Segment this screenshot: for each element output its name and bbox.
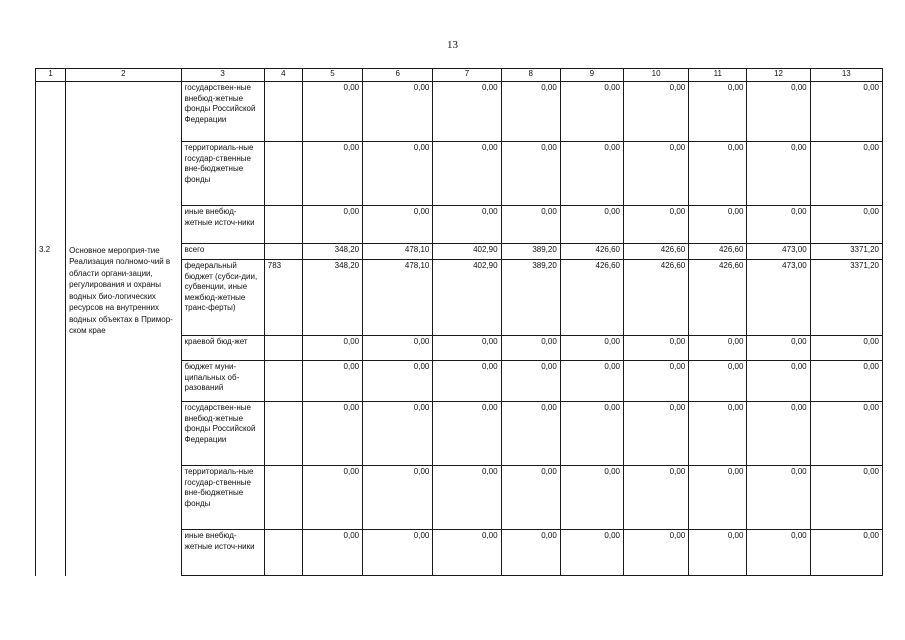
- amount-cell: 0,00: [689, 82, 747, 142]
- column-number-8: 8: [501, 69, 560, 82]
- amount-cell: 0,00: [560, 336, 623, 361]
- amount-cell: 0,00: [689, 336, 747, 361]
- amount-cell: 0,00: [560, 402, 623, 466]
- amount-cell: 0,00: [560, 142, 623, 206]
- amount-cell: 0,00: [363, 142, 433, 206]
- page-number: 13: [447, 39, 458, 51]
- empty-cell: [66, 82, 181, 244]
- amount-cell: 426,60: [624, 260, 689, 336]
- column-number-2: 2: [66, 69, 181, 82]
- amount-cell: 473,00: [747, 244, 810, 260]
- amount-cell: 426,60: [689, 244, 747, 260]
- amount-cell: 426,60: [560, 244, 623, 260]
- empty-cell: [36, 82, 66, 244]
- funding-source: всего: [181, 244, 264, 260]
- amount-cell: 0,00: [689, 142, 747, 206]
- column-number-1: 1: [36, 69, 66, 82]
- funding-source: иные внебюд-жетные источ-ники: [181, 530, 264, 576]
- amount-cell: 0,00: [501, 402, 560, 466]
- amount-cell: 426,60: [624, 244, 689, 260]
- amount-cell: 0,00: [302, 402, 362, 466]
- amount-cell: 402,90: [433, 260, 501, 336]
- amount-cell: 0,00: [560, 530, 623, 576]
- amount-cell: 348,20: [302, 260, 362, 336]
- amount-cell: 0,00: [363, 402, 433, 466]
- amount-cell: 0,00: [501, 336, 560, 361]
- column-number-13: 13: [810, 69, 882, 82]
- amount-cell: 0,00: [302, 206, 362, 244]
- amount-cell: 3371,20: [810, 244, 882, 260]
- amount-cell: 0,00: [689, 206, 747, 244]
- amount-cell: 0,00: [302, 530, 362, 576]
- funding-source: федеральный бюджет (субси-дии, субвенции, иные межбюд-жетные транс-ферты): [181, 260, 264, 336]
- amount-cell: 0,00: [747, 466, 810, 530]
- column-number-3: 3: [181, 69, 264, 82]
- amount-cell: 0,00: [501, 206, 560, 244]
- column-number-12: 12: [747, 69, 810, 82]
- amount-cell: 0,00: [433, 361, 501, 402]
- amount-cell: 0,00: [302, 82, 362, 142]
- amount-cell: 0,00: [624, 361, 689, 402]
- amount-cell: 0,00: [363, 361, 433, 402]
- amount-cell: 0,00: [363, 530, 433, 576]
- budget-table: [35, 68, 883, 576]
- budget-code: [264, 402, 302, 466]
- budget-code: [264, 142, 302, 206]
- amount-cell: 0,00: [433, 336, 501, 361]
- amount-cell: 0,00: [689, 466, 747, 530]
- budget-code: [264, 466, 302, 530]
- budget-code: [264, 244, 302, 260]
- amount-cell: 426,60: [560, 260, 623, 336]
- amount-cell: 0,00: [689, 361, 747, 402]
- amount-cell: 478,10: [363, 260, 433, 336]
- amount-cell: 0,00: [689, 530, 747, 576]
- funding-source: бюджет муни-ципальных об-разований: [181, 361, 264, 402]
- amount-cell: 0,00: [624, 82, 689, 142]
- amount-cell: 0,00: [433, 466, 501, 530]
- amount-cell: 0,00: [433, 82, 501, 142]
- amount-cell: 0,00: [689, 402, 747, 466]
- funding-source: краевой бюд-жет: [181, 336, 264, 361]
- funding-source: иные внебюд-жетные источ-ники: [181, 206, 264, 244]
- budget-code: [264, 530, 302, 576]
- amount-cell: 0,00: [363, 336, 433, 361]
- amount-cell: 0,00: [560, 361, 623, 402]
- amount-cell: 0,00: [501, 361, 560, 402]
- section-title: Основное мероприя-тие Реализация полномо-чий в области органи-зации, регулирования и охраны водных био-логических ресурсов на внутренних водных объектах в Примор-ском крае: [66, 244, 181, 576]
- amount-cell: 0,00: [560, 206, 623, 244]
- amount-cell: 389,20: [501, 244, 560, 260]
- amount-cell: 3371,20: [810, 260, 882, 336]
- amount-cell: 0,00: [810, 142, 882, 206]
- amount-cell: 0,00: [624, 142, 689, 206]
- amount-cell: 0,00: [810, 466, 882, 530]
- amount-cell: 348,20: [302, 244, 362, 260]
- amount-cell: 0,00: [810, 530, 882, 576]
- amount-cell: 0,00: [501, 530, 560, 576]
- amount-cell: 0,00: [624, 336, 689, 361]
- amount-cell: 0,00: [302, 466, 362, 530]
- amount-cell: 0,00: [363, 82, 433, 142]
- section-number: 3.2: [36, 244, 66, 576]
- amount-cell: 0,00: [624, 402, 689, 466]
- funding-source: территориаль-ные государ-ственные вне-бюджетные фонды: [181, 466, 264, 530]
- amount-cell: 0,00: [747, 530, 810, 576]
- amount-cell: 0,00: [810, 82, 882, 142]
- amount-cell: 0,00: [302, 336, 362, 361]
- amount-cell: 0,00: [501, 466, 560, 530]
- amount-cell: 0,00: [810, 402, 882, 466]
- amount-cell: 0,00: [747, 402, 810, 466]
- column-number-4: 4: [264, 69, 302, 82]
- budget-code: [264, 336, 302, 361]
- amount-cell: 0,00: [624, 206, 689, 244]
- amount-cell: 0,00: [363, 206, 433, 244]
- column-number-7: 7: [433, 69, 501, 82]
- amount-cell: 0,00: [302, 142, 362, 206]
- amount-cell: 0,00: [747, 82, 810, 142]
- table-row: [36, 82, 883, 142]
- budget-code: [264, 361, 302, 402]
- amount-cell: 0,00: [433, 142, 501, 206]
- column-number-row: [36, 69, 883, 82]
- column-number-11: 11: [689, 69, 747, 82]
- amount-cell: 0,00: [810, 361, 882, 402]
- amount-cell: 0,00: [433, 206, 501, 244]
- column-number-6: 6: [363, 69, 433, 82]
- column-number-5: 5: [302, 69, 362, 82]
- amount-cell: 473,00: [747, 260, 810, 336]
- amount-cell: 0,00: [302, 361, 362, 402]
- amount-cell: 0,00: [810, 336, 882, 361]
- amount-cell: 426,60: [689, 260, 747, 336]
- table-row: [36, 244, 883, 260]
- column-number-10: 10: [624, 69, 689, 82]
- column-number-9: 9: [560, 69, 623, 82]
- amount-cell: 0,00: [747, 142, 810, 206]
- amount-cell: 0,00: [363, 466, 433, 530]
- amount-cell: 0,00: [747, 336, 810, 361]
- budget-code: [264, 82, 302, 142]
- amount-cell: 0,00: [501, 82, 560, 142]
- amount-cell: 402,90: [433, 244, 501, 260]
- amount-cell: 0,00: [747, 206, 810, 244]
- funding-source: территориаль-ные государ-ственные вне-бюджетные фонды: [181, 142, 264, 206]
- amount-cell: 0,00: [810, 206, 882, 244]
- budget-code: 783: [264, 260, 302, 336]
- amount-cell: 0,00: [747, 361, 810, 402]
- amount-cell: 0,00: [624, 466, 689, 530]
- amount-cell: 0,00: [501, 142, 560, 206]
- amount-cell: 0,00: [433, 402, 501, 466]
- amount-cell: 478,10: [363, 244, 433, 260]
- budget-code: [264, 206, 302, 244]
- amount-cell: 0,00: [560, 82, 623, 142]
- amount-cell: 0,00: [624, 530, 689, 576]
- amount-cell: 389,20: [501, 260, 560, 336]
- amount-cell: 0,00: [560, 466, 623, 530]
- funding-source: государствен-ные внебюд-жетные фонды Российской Федерации: [181, 402, 264, 466]
- amount-cell: 0,00: [433, 530, 501, 576]
- funding-source: государствен-ные внебюд-жетные фонды Российской Федерации: [181, 82, 264, 142]
